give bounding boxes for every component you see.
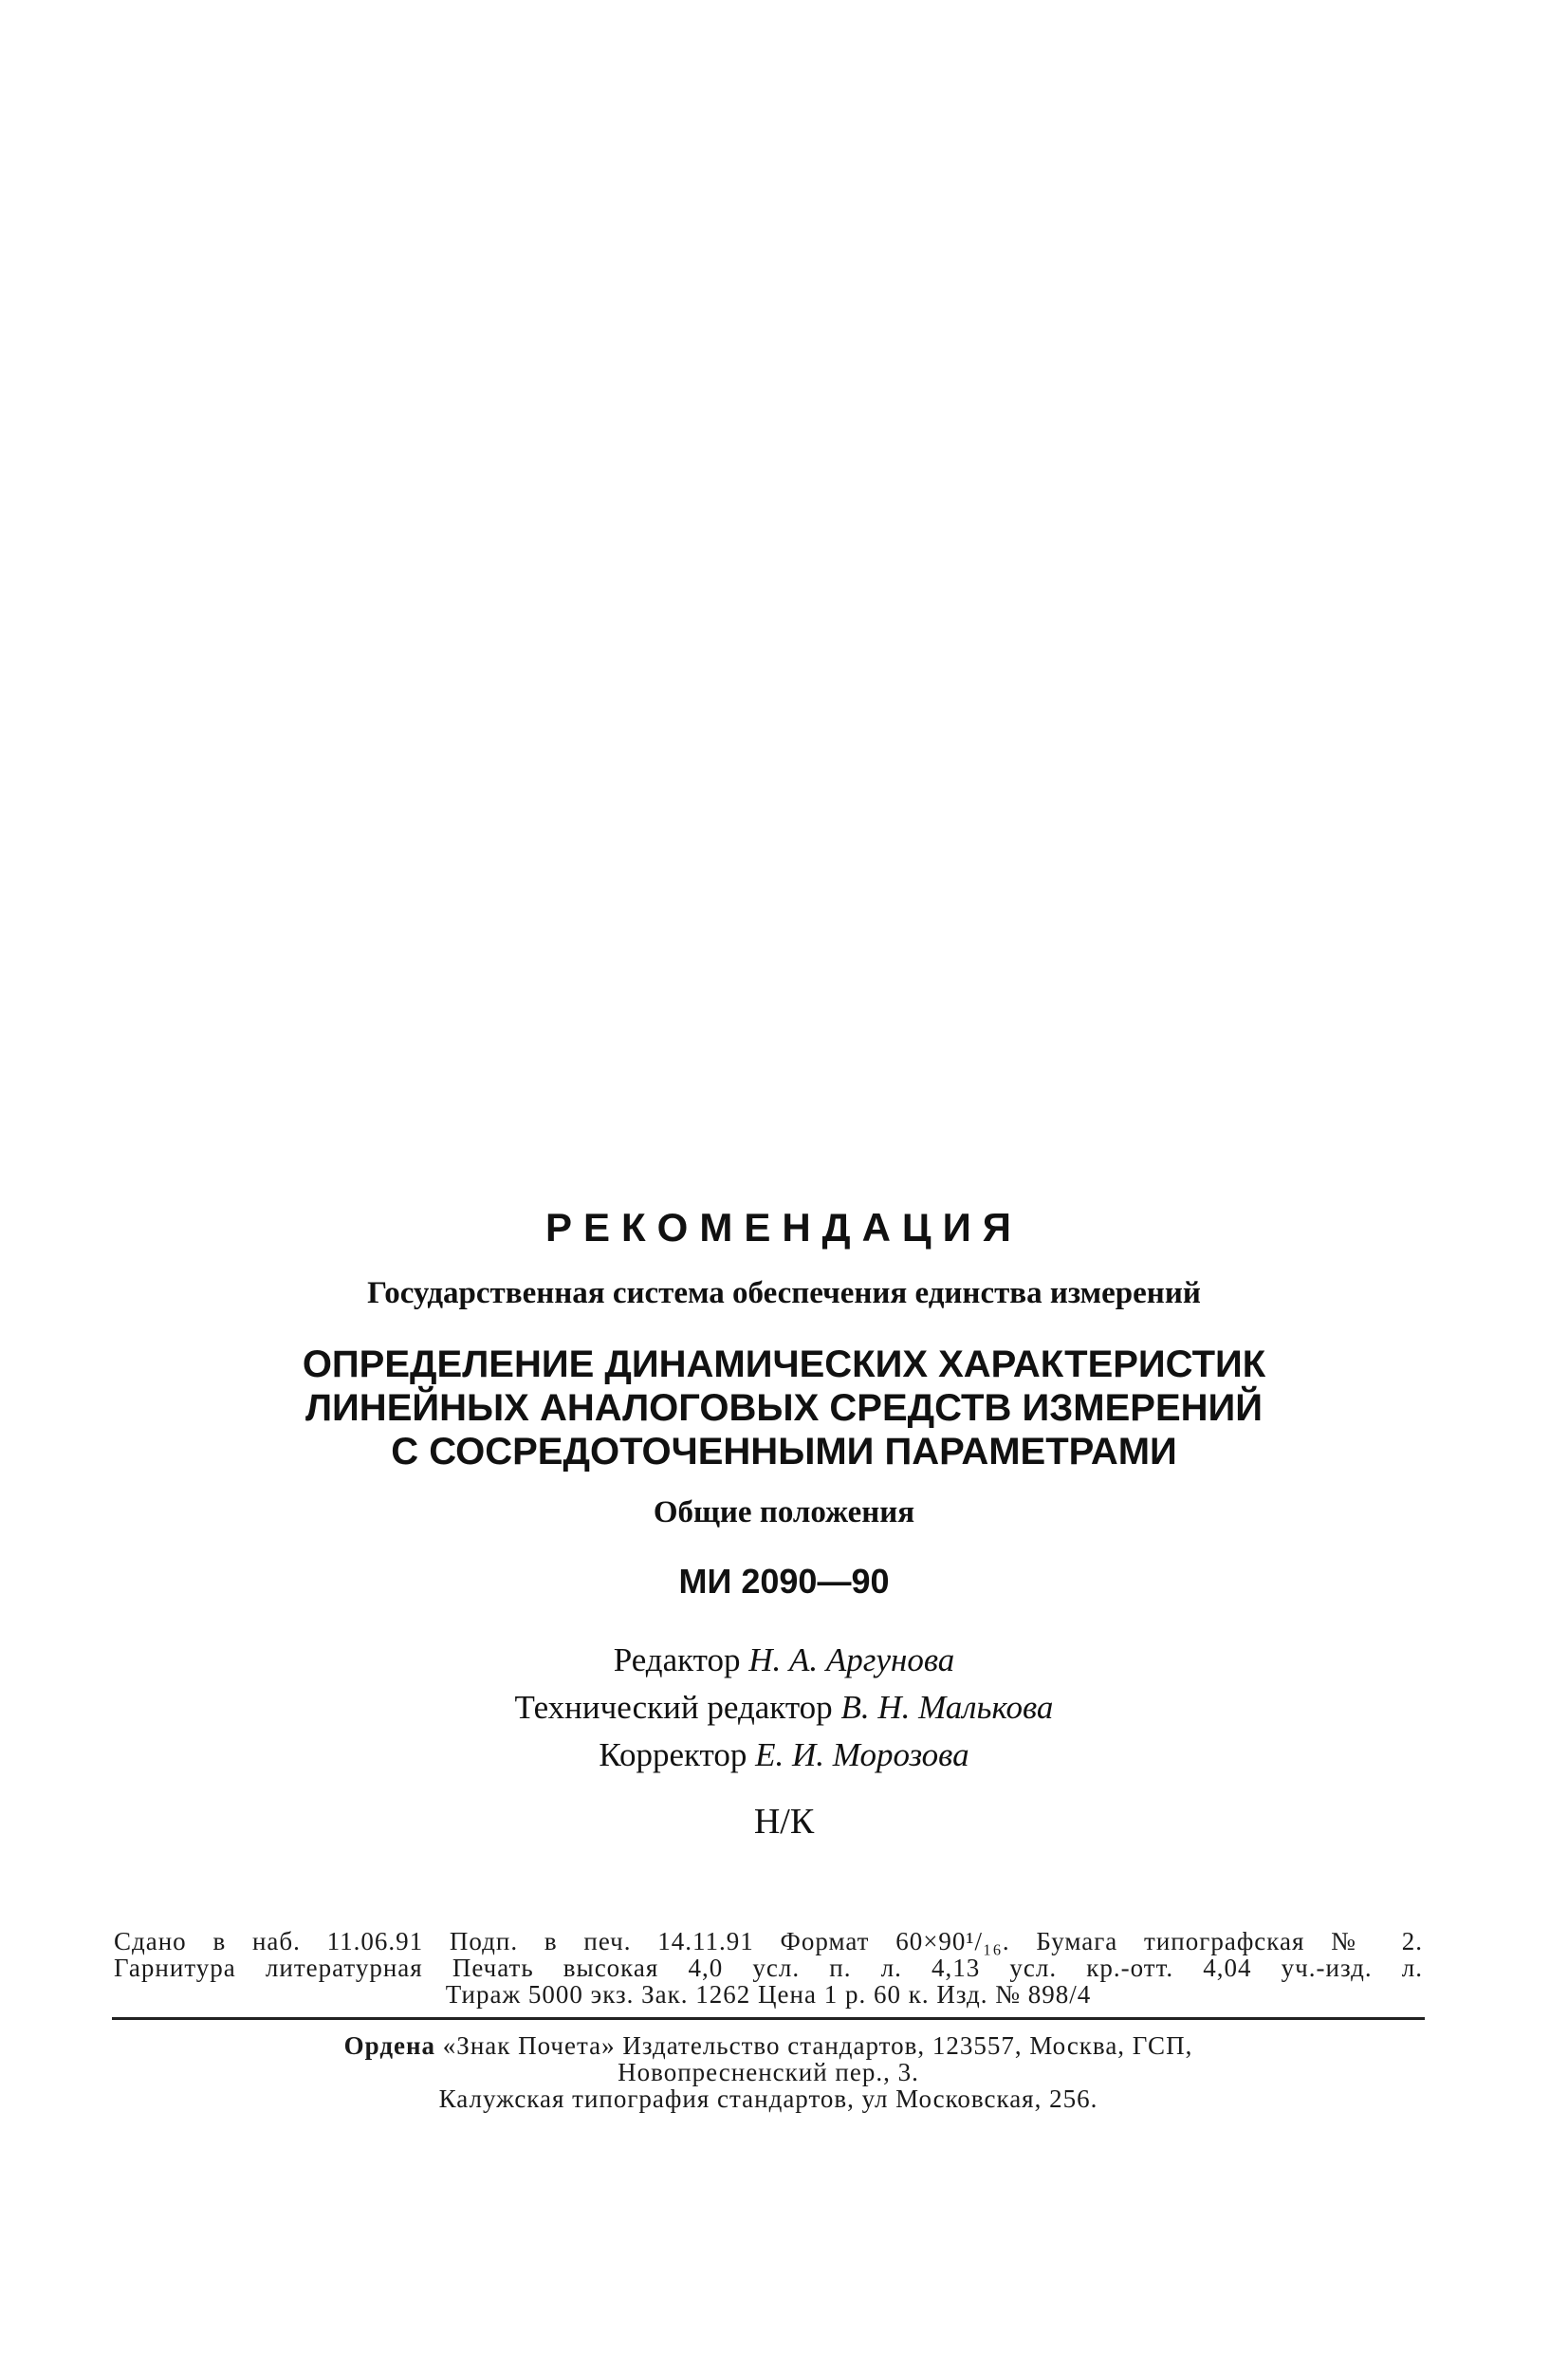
publisher-order-label: Ордена (343, 2031, 436, 2060)
credit-technical-editor (0, 1684, 1568, 1732)
print-imprint (114, 1928, 1423, 2008)
publisher-info (114, 2032, 1423, 2112)
title-line-3: С СОСРЕДОТОЧЕННЫМИ ПАРАМЕТРАМИ (391, 1431, 1177, 1473)
imprint-divider (112, 2017, 1425, 2020)
credit-name: В. Н. Малькова (840, 1689, 1054, 1726)
imprint-line-1: Сдано в наб. 11.06.91 Подп. в печ. 14.11.91 Формат 60×90¹/₁₆. Бумага типографская № 2. (114, 1927, 1423, 1955)
document-subtitle: Общие положения (653, 1495, 915, 1529)
publisher-name: «Знак Почета» Издательство стандартов, 123557, Москва, ГСП, (442, 2031, 1193, 2060)
credit-proofreader (0, 1732, 1568, 1779)
system-name: Государственная система обеспечения единства измерений (367, 1276, 1201, 1310)
credits (0, 1637, 1568, 1779)
document-designation: МИ 2090—90 (678, 1562, 890, 1601)
credit-editor (0, 1637, 1568, 1684)
imprint-line-3: Тираж 5000 экз. Зак. 1262 Цена 1 р. 60 к. Изд. № 898/4 (445, 1980, 1092, 2009)
publisher-line-2: Новопресненский пер., 3. (618, 2058, 919, 2086)
title-line-2: ЛИНЕЙНЫХ АНАЛОГОВЫХ СРЕДСТВ ИЗМЕРЕНИЙ (304, 1387, 1264, 1429)
imprint-line-2: Гарнитура литературная Печать высокая 4,0 усл. п. л. 4,13 усл. кр.-отт. 4,04 уч.-изд. л. (114, 1954, 1423, 1982)
edition-mark: Н/К (753, 1802, 815, 1842)
title-line-1: ОПРЕДЕЛЕНИЕ ДИНАМИЧЕСКИХ ХАРАКТЕРИСТИК (302, 1343, 1266, 1385)
publisher-line-1 (114, 2032, 1423, 2059)
document-kind: РЕКОМЕНДАЦИЯ (545, 1205, 1023, 1250)
credit-role: Технический редактор (514, 1689, 833, 1726)
credit-name: Н. А. Аргунова (748, 1641, 955, 1678)
credit-role: Корректор (599, 1736, 747, 1773)
credit-role: Редактор (613, 1641, 741, 1678)
credit-name: Е. И. Морозова (755, 1736, 969, 1773)
publisher-line-3: Калужская типография стандартов, ул Московская, 256. (438, 2084, 1098, 2113)
document-title (0, 1343, 1568, 1473)
